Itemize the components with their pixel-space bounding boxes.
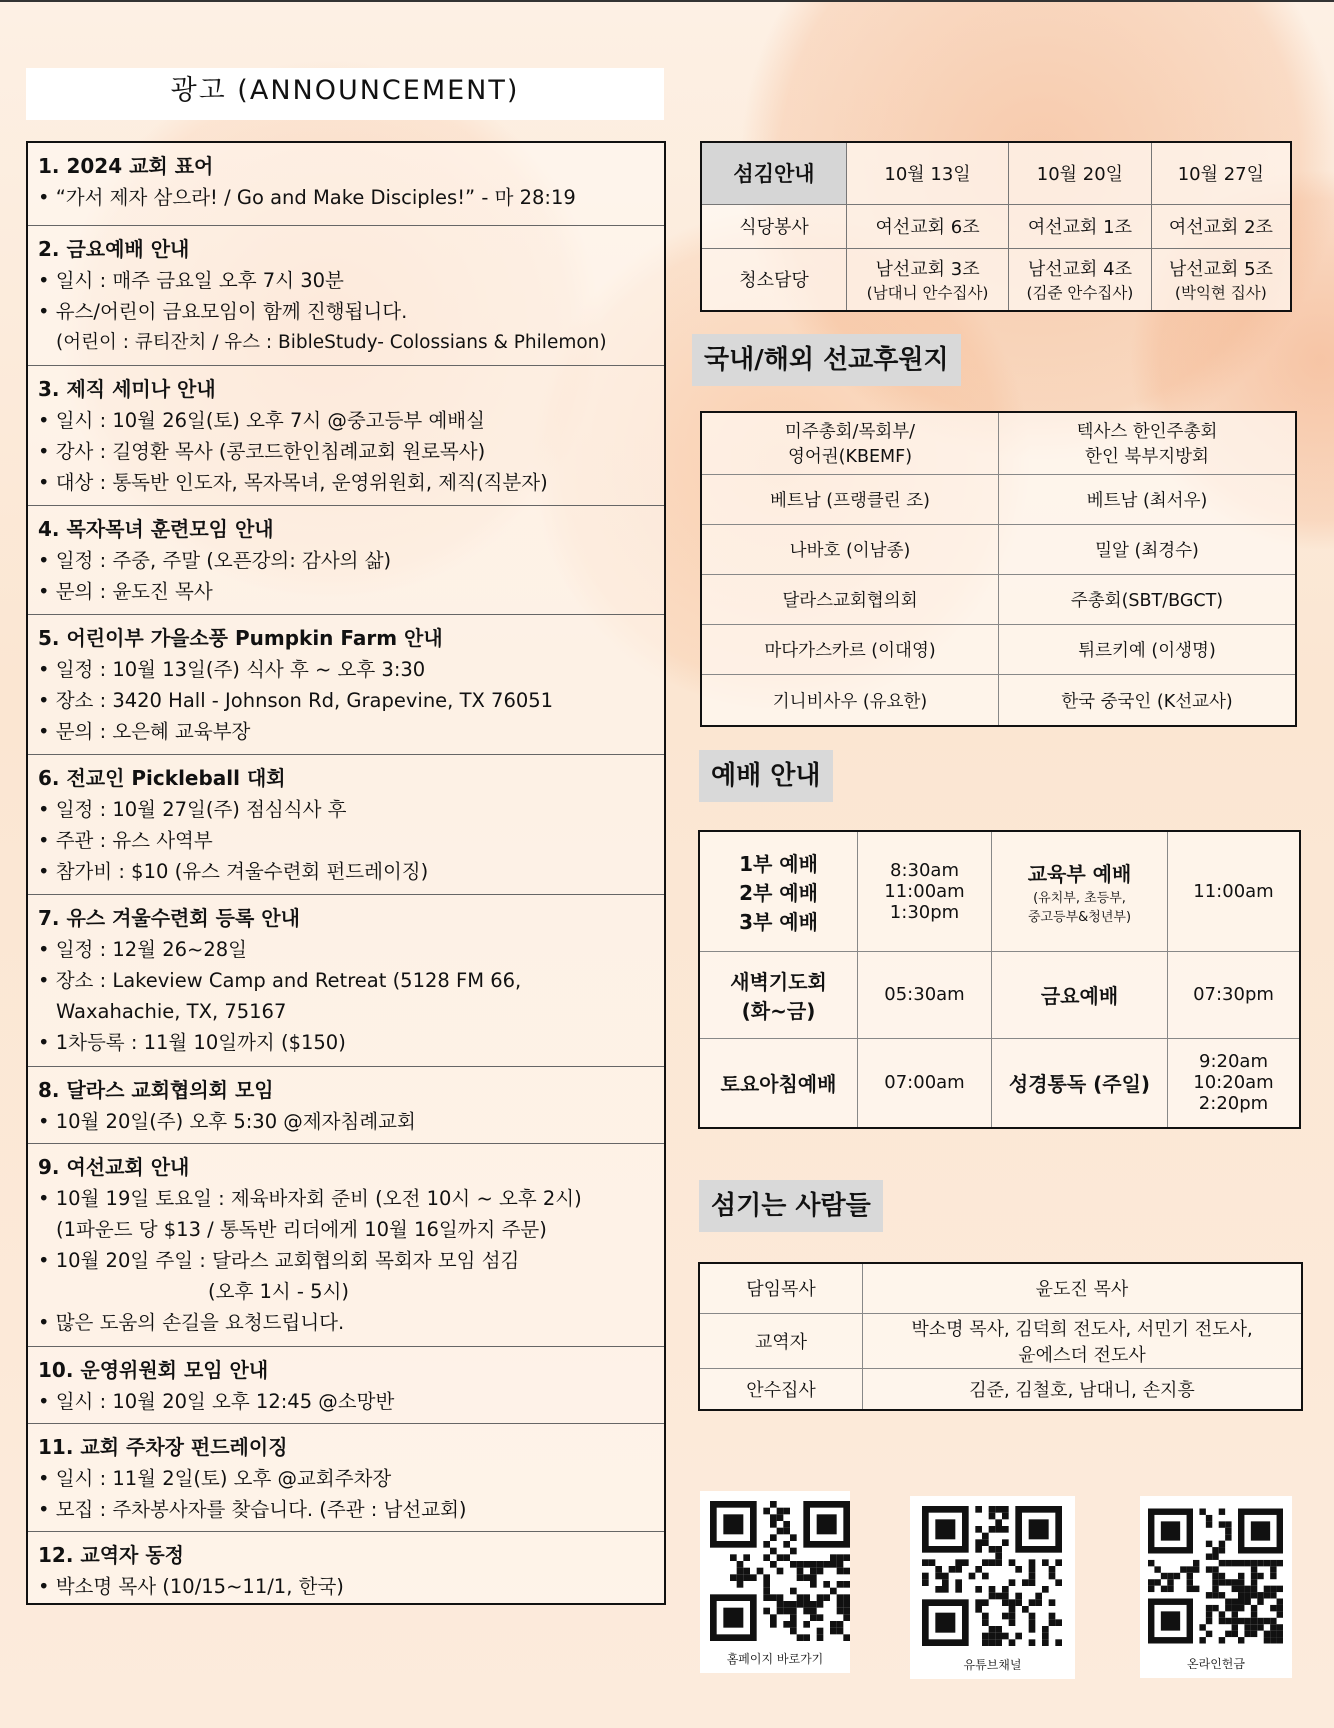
announcement-line: • 문의 : 오은혜 교육부장 bbox=[38, 720, 251, 743]
serving-row-label: 청소담당 bbox=[701, 248, 847, 311]
announcement-item bbox=[28, 1067, 664, 1144]
announcement-line: • 참가비 : $10 (유스 겨울수련회 펀드레이징) bbox=[38, 860, 429, 883]
announcement-line: (1파운드 당 $13 / 통독반 리더에게 10월 16일까지 주문) bbox=[56, 1218, 547, 1241]
announcement-line: • 일정 : 주중, 주말 (오픈강의: 감사의 삶) bbox=[38, 549, 392, 572]
worship-time bbox=[858, 831, 992, 951]
qr-code-icon bbox=[710, 1501, 850, 1641]
announcement-list bbox=[26, 141, 666, 1605]
worship-time-line: 10:20am bbox=[1193, 1072, 1274, 1094]
worship-name-line: 2부 예배 bbox=[739, 880, 818, 905]
worship-name bbox=[699, 831, 858, 951]
qr-youtube[interactable] bbox=[910, 1496, 1075, 1679]
worship-note: (유치부, 초등부, bbox=[1033, 890, 1126, 906]
announcement-item bbox=[28, 895, 664, 1067]
announcement-item bbox=[28, 1144, 664, 1347]
worship-table bbox=[698, 830, 1301, 1129]
worship-time-line: 8:30am bbox=[890, 859, 959, 881]
worship-name-line: (화~금) bbox=[741, 998, 816, 1023]
announcement-item-title: 2. 금요예배 안내 bbox=[38, 237, 190, 261]
worship-name: 토요아침예배 bbox=[699, 1038, 858, 1128]
worship-heading: 예배 안내 bbox=[699, 750, 833, 802]
serving-cell: 여선교회 1조 bbox=[1009, 204, 1152, 248]
announcement-item bbox=[28, 143, 664, 226]
missions-table bbox=[700, 411, 1297, 727]
serving-cell: 여선교회 2조 bbox=[1151, 204, 1291, 248]
people-value-line: 윤에스더 전도사 bbox=[1018, 1344, 1146, 1366]
missions-col-header-line: 영어권(KBEMF) bbox=[787, 447, 913, 468]
announcement-item bbox=[28, 1424, 664, 1532]
missions-cell: 베트남 (프랭클린 조) bbox=[701, 474, 999, 524]
worship-name: 성경통독 (주일) bbox=[992, 1038, 1168, 1128]
worship-name-line: 새벽기도회 bbox=[730, 969, 827, 994]
missions-col-header-line: 텍사스 한인주총회 bbox=[1076, 422, 1218, 443]
missions-col-header bbox=[999, 412, 1297, 474]
worship-time: 07:30pm bbox=[1168, 951, 1301, 1038]
announcement-title: 광고 (ANNOUNCEMENT) bbox=[26, 68, 664, 120]
serving-cell-sub: (김준 안수집사) bbox=[1026, 284, 1134, 303]
worship-time-line: 11:00am bbox=[884, 880, 965, 902]
announcement-line: • 10월 20일 주일 : 달라스 교회협의회 목회자 모임 섬김 bbox=[38, 1249, 520, 1272]
qr-label: 유튜브채널 bbox=[963, 1658, 1022, 1672]
announcement-line: • 주관 : 유스 사역부 bbox=[38, 829, 213, 852]
announcement-item-title: 9. 여선교회 안내 bbox=[38, 1155, 190, 1179]
worship-name bbox=[699, 951, 858, 1038]
announcement-line: Waxahachie, TX, 75167 bbox=[56, 1000, 287, 1023]
announcement-line: (어린이 : 큐티잔치 / 유스 : BibleStudy- Colossians & Philemon) bbox=[56, 332, 607, 353]
worship-name-line: 3부 예배 bbox=[739, 909, 818, 934]
announcement-line: • 모집 : 주차봉사자를 찾습니다. (주관 : 남선교회) bbox=[38, 1498, 467, 1521]
announcement-line: • 장소 : 3420 Hall - Johnson Rd, Grapevine, TX 76051 bbox=[38, 689, 554, 712]
announcement-line: • 일시 : 11월 2일(토) 오후 @교회주차장 bbox=[38, 1467, 392, 1490]
announcement-item bbox=[28, 615, 664, 755]
serving-cell bbox=[1151, 248, 1291, 311]
worship-name: 금요예배 bbox=[992, 951, 1168, 1038]
announcement-item-title: 5. 어린이부 가을소풍 Pumpkin Farm 안내 bbox=[38, 626, 443, 650]
worship-time-line: 9:20am bbox=[1199, 1051, 1268, 1073]
announcement-line: • “가서 제자 삼으라! / Go and Make Disciples!” - 마 28:19 bbox=[38, 186, 576, 209]
worship-time-line: 1:30pm bbox=[889, 901, 960, 923]
missions-cell: 마다가스카르 (이대영) bbox=[701, 625, 999, 675]
qr-online-offering[interactable] bbox=[1140, 1496, 1292, 1678]
missions-cell: 기니비사우 (유요한) bbox=[701, 675, 999, 726]
worship-time bbox=[1168, 1038, 1301, 1128]
missions-cell: 주총회(SBT/BGCT) bbox=[999, 574, 1297, 624]
announcement-item-title: 6. 전교인 Pickleball 대회 bbox=[38, 766, 286, 790]
serving-cell-main: 남선교회 4조 bbox=[1027, 259, 1132, 281]
people-value bbox=[863, 1313, 1303, 1368]
people-heading: 섬기는 사람들 bbox=[699, 1180, 883, 1232]
serving-cell bbox=[847, 248, 1009, 311]
worship-time: 07:00am bbox=[858, 1038, 992, 1128]
people-value: 윤도진 목사 bbox=[863, 1263, 1303, 1313]
qr-homepage[interactable] bbox=[700, 1491, 850, 1673]
announcement-line: • 박소명 목사 (10/15~11/1, 한국) bbox=[38, 1575, 344, 1598]
serving-date: 10월 20일 bbox=[1009, 142, 1152, 204]
announcement-line: • 대상 : 통독반 인도자, 목자목녀, 운영위원회, 제직(직분자) bbox=[38, 471, 548, 494]
announcement-item-title: 11. 교회 주차장 펀드레이징 bbox=[38, 1435, 288, 1459]
announcement-item bbox=[28, 755, 664, 895]
serving-date: 10월 13일 bbox=[847, 142, 1009, 204]
worship-name-line: 1부 예배 bbox=[739, 851, 818, 876]
people-value: 김준, 김철호, 남대니, 손지흥 bbox=[863, 1368, 1303, 1410]
people-label: 안수집사 bbox=[699, 1368, 863, 1410]
announcement-item-title: 7. 유스 겨울수련회 등록 안내 bbox=[38, 906, 300, 930]
announcement-line: • 일정 : 10월 13일(주) 식사 후 ~ 오후 3:30 bbox=[38, 658, 426, 681]
announcement-line: • 유스/어린이 금요모임이 함께 진행됩니다. bbox=[38, 300, 408, 323]
announcement-line: • 일시 : 10월 26일(토) 오후 7시 @중고등부 예배실 bbox=[38, 409, 485, 432]
worship-time: 05:30am bbox=[858, 951, 992, 1038]
top-border bbox=[0, 0, 1334, 2]
announcement-line: • 일시 : 10월 20일 오후 12:45 @소망반 bbox=[38, 1390, 395, 1413]
announcement-item bbox=[28, 1532, 664, 1604]
missions-col-header-line: 미주총회/목회부/ bbox=[784, 422, 916, 443]
missions-col-header-line: 한인 북부지방회 bbox=[1085, 447, 1209, 468]
worship-name-line: 교육부 예배 bbox=[1027, 861, 1132, 886]
serving-cell: 여선교회 6조 bbox=[847, 204, 1009, 248]
missions-cell: 한국 중국인 (K선교사) bbox=[999, 675, 1297, 726]
serving-table bbox=[700, 141, 1292, 312]
announcement-line: • 많은 도움의 손길을 요청드립니다. bbox=[38, 1311, 345, 1334]
announcement-line: • 일정 : 12월 26~28일 bbox=[38, 938, 247, 961]
serving-cell-sub: (남대니 안수집사) bbox=[866, 284, 989, 303]
missions-cell: 베트남 (최서우) bbox=[999, 474, 1297, 524]
announcement-line: • 10월 19일 토요일 : 제육바자회 준비 (오전 10시 ~ 오후 2시) bbox=[38, 1187, 582, 1210]
announcement-line: • 일정 : 10월 27일(주) 점심식사 후 bbox=[38, 798, 347, 821]
announcement-line: (오후 1시 - 5시) bbox=[208, 1280, 350, 1303]
missions-cell: 밀알 (최경수) bbox=[999, 524, 1297, 574]
announcement-item-title: 8. 달라스 교회협의회 모임 bbox=[38, 1078, 274, 1102]
announcement-item bbox=[28, 506, 664, 615]
qr-label: 홈페이지 바로가기 bbox=[726, 1652, 824, 1666]
missions-cell: 달라스교회협의회 bbox=[701, 574, 999, 624]
qr-code-icon bbox=[1148, 1506, 1283, 1646]
worship-note: 중고등부&청년부) bbox=[1027, 909, 1132, 925]
people-label: 담임목사 bbox=[699, 1263, 863, 1313]
announcement-item-title: 10. 운영위원회 모임 안내 bbox=[38, 1358, 269, 1382]
qr-code-icon bbox=[922, 1506, 1062, 1646]
announcement-item-title: 4. 목자목녀 훈련모임 안내 bbox=[38, 517, 274, 541]
announcement-item-title: 1. 2024 교회 표어 bbox=[38, 154, 214, 178]
serving-cell bbox=[1009, 248, 1152, 311]
people-table bbox=[698, 1262, 1303, 1411]
announcement-item bbox=[28, 226, 664, 366]
serving-date: 10월 27일 bbox=[1151, 142, 1291, 204]
worship-time-line: 2:20pm bbox=[1198, 1093, 1269, 1115]
announcement-line: • 10월 20일(주) 오후 5:30 @제자침례교회 bbox=[38, 1110, 416, 1133]
missions-cell: 나바호 (이남종) bbox=[701, 524, 999, 574]
announcement-item bbox=[28, 366, 664, 506]
announcement-line: • 일시 : 매주 금요일 오후 7시 30분 bbox=[38, 269, 344, 292]
worship-time: 11:00am bbox=[1168, 831, 1301, 951]
serving-cell-main: 남선교회 5조 bbox=[1168, 259, 1273, 281]
serving-cell-sub: (박익현 집사) bbox=[1174, 284, 1267, 303]
people-value-line: 박소명 목사, 김덕희 전도사, 서민기 전도사, bbox=[911, 1318, 1253, 1340]
serving-row-label: 식당봉사 bbox=[701, 204, 847, 248]
missions-heading: 국내/해외 선교후원지 bbox=[692, 334, 961, 386]
qr-label: 온라인헌금 bbox=[1187, 1657, 1245, 1671]
missions-col-header bbox=[701, 412, 999, 474]
announcement-line: • 강사 : 길영환 목사 (콩코드한인침례교회 원로목사) bbox=[38, 440, 486, 463]
worship-name bbox=[992, 831, 1168, 951]
announcement-line: • 1차등록 : 11월 10일까지 ($150) bbox=[38, 1031, 346, 1054]
announcement-line: • 문의 : 윤도진 목사 bbox=[38, 580, 213, 603]
serving-cell-main: 남선교회 3조 bbox=[875, 259, 980, 281]
people-label: 교역자 bbox=[699, 1313, 863, 1368]
announcement-item-title: 3. 제직 세미나 안내 bbox=[38, 377, 216, 401]
serving-header: 섬김안내 bbox=[701, 142, 847, 204]
announcement-item-title: 12. 교역자 동정 bbox=[38, 1543, 184, 1567]
announcement-item bbox=[28, 1347, 664, 1424]
missions-cell: 튀르키예 (이생명) bbox=[999, 625, 1297, 675]
announcement-line: • 장소 : Lakeview Camp and Retreat (5128 FM 66, bbox=[38, 969, 522, 992]
